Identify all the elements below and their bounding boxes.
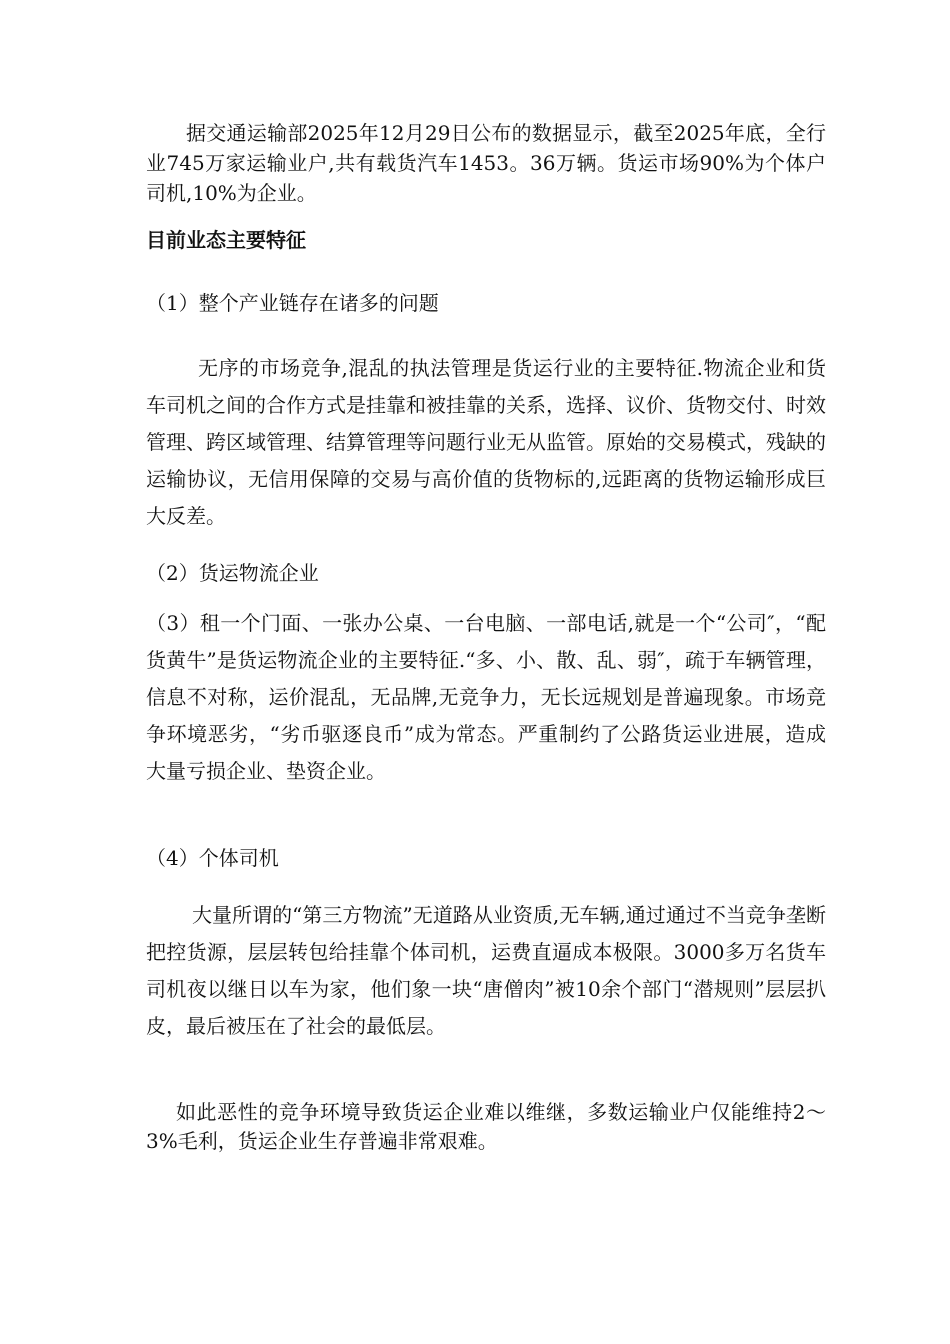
subsection-3-body: （3）租一个门面、一张办公桌、一台电脑、一部电话,就是一个“公司″，“配货黄牛”是货运物流企业的主要特征.“多、小、散、乱、弱″，疏于车辆管理，信息不对称，运价混乱，无品牌,无竞争力，无长远规划是普遍现象。市场竞争环境恶劣，“劣币驱逐良币”成为常态。严重制约了公路货运业进展，造成大量亏损企业、垫资企业。 (146, 611, 826, 783)
subsection-title-4: （4）个体司机 (146, 846, 279, 870)
intro-paragraph: 据交通运输部2025年12月29日公布的数据显示，截至2025年底，全行业745万家运输业户,共有载货汽车1453。36万辆。货运市场90%为个体户司机,10%为企业。 (146, 121, 826, 205)
closing-paragraph: 如此恶性的竞争环境导致货运企业难以维继，多数运输业户仅能维持2～3%毛利，货运企业生存普遍非常艰难。 (146, 1100, 826, 1153)
subsection-1-body: 无序的市场竞争,混乱的执法管理是货运行业的主要特征.物流企业和货车司机之间的合作方式是挂靠和被挂靠的关系，选择、议价、货物交付、时效管理、跨区域管理、结算管理等问题行业无从监管。原始的交易模式，残缺的运输协议，无信用保障的交易与高价值的货物标的,远距离的货物运输形成巨大反差。 (146, 356, 826, 528)
subsection-title-2: （2）货运物流企业 (146, 561, 319, 585)
section-heading: 目前业态主要特征 (146, 228, 306, 252)
subsection-title-1: （1）整个产业链存在诸多的问题 (146, 291, 439, 315)
subsection-4-body: 大量所谓的“第三方物流”无道路从业资质,无车辆,通过通过不当竞争垄断把控货源，层层转包给挂靠个体司机，运费直逼成本极限。3000多万名货车司机夜以继日以车为家，他们象一块“唐僧肉”被10余个部门“潜规则”层层扒皮，最后被压在了社会的最低层。 (146, 903, 826, 1038)
